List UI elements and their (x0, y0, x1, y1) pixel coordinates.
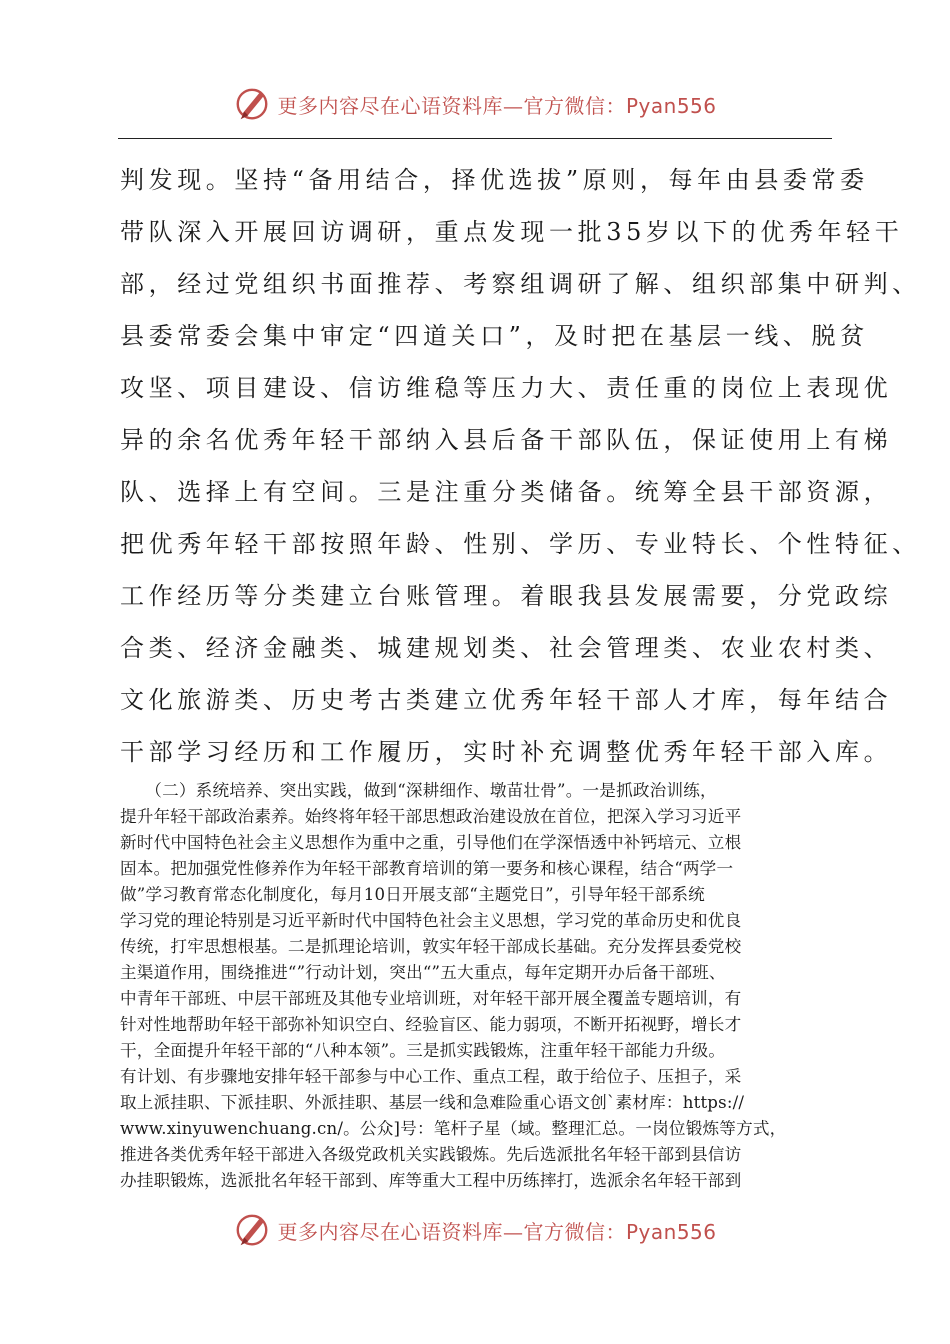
large-text-paragraph (120, 154, 921, 778)
text-line: www.xinyuwenchuang.cn/。公众]号：笔杆子星（域。整理汇总。一岗位锻炼等方式， (120, 1119, 787, 1138)
text-line: 学习党的理论特别是习近平新时代中国特色社会主义思想，学习党的革命历史和优良 (120, 911, 742, 930)
text-line: 干部学习经历和工作履历，实时补充调整优秀年轻干部入库。 (120, 738, 893, 766)
text-line: 队、选择上有空间。三是注重分类储备。统筹全县干部资源， (120, 478, 893, 506)
text-line: 攻坚、项目建设、信访维稳等压力大、责任重的岗位上表现优 (120, 374, 893, 402)
footer-banner (0, 1210, 950, 1250)
text-line: 取上派挂职、下派挂职、外派挂职、基层一线和急难险重心语文创`素材库：https:// (120, 1093, 745, 1112)
text-line: 文化旅游类、历史考古类建立优秀年轻干部人才库，每年结合 (120, 686, 893, 714)
text-line: 异的余名优秀年轻干部纳入县后备干部队伍，保证使用上有梯 (120, 426, 893, 454)
text-line: 部，经过党组织书面推荐、考察组调研了解、组织部集中研判、 (120, 270, 921, 298)
text-line: 固本。把加强党性修养作为年轻干部教育培训的第一要务和核心课程，结合“两学一 (120, 859, 734, 878)
text-line: 中青年干部班、中层干部班及其他专业培训班，对年轻干部开展全覆盖专题培训，有 (120, 989, 742, 1008)
text-line: 传统，打牢思想根基。二是抓理论培训，敦实年轻干部成长基础。充分发挥县委党校 (120, 937, 742, 956)
text-line: 县委常委会集中审定“四道关口”，及时把在基层一线、脱贫 (120, 322, 869, 350)
text-line: 干，全面提升年轻干部的“八种本领”。三是抓实践锻炼，注重年轻干部能力升级。 (120, 1041, 726, 1060)
footer-banner-wechat-id: Pyan556 (625, 1219, 717, 1244)
text-line: 推进各类优秀年轻干部进入各级党政机关实践锻炼。先后选派批名年轻干部到县信访 (120, 1145, 742, 1164)
text-line: 新时代中国特色社会主义思想作为重中之重，引导他们在学深悟透中补钙培元、立根 (120, 833, 742, 852)
text-line: 判发现。坚持“备用结合，择优选拔”原则，每年由县委常委 (120, 166, 869, 194)
text-line: 合类、经济金融类、城建规划类、社会管理类、农业农村类、 (120, 634, 893, 662)
text-line: 有计划、有步骤地安排年轻干部参与中心工作、重点工程，敢于给位子、压担子，采 (120, 1067, 742, 1086)
small-text-paragraph (120, 778, 836, 1194)
text-line: 工作经历等分类建立台账管理。着眼我县发展需要，分党政综 (120, 582, 893, 610)
header-banner (0, 84, 950, 124)
text-line: 针对性地帮助年轻干部弥补知识空白、经验盲区、能力弱项，不断开拓视野，增长才 (120, 1015, 742, 1034)
pen-logo-icon (233, 85, 271, 123)
header-banner-text: 更多内容尽在心语资料库—官方微信： (277, 93, 626, 118)
footer-banner-text: 更多内容尽在心语资料库—官方微信： (277, 1219, 626, 1244)
pen-logo-icon (233, 1211, 271, 1249)
text-line: 办挂职锻炼，选派批名年轻干部到、库等重大工程中历练摔打，选派余名年轻干部到 (120, 1171, 742, 1190)
text-line: 提升年轻干部政治素养。始终将年轻干部思想政治建设放在首位，把深入学习习近平 (120, 807, 742, 826)
text-line: （二）系统培养、突出实践，做到“深耕细作、墩苗壮骨”。一是抓政治训练， (120, 781, 717, 800)
header-banner-wechat-id: Pyan556 (625, 93, 717, 118)
text-line: 把优秀年轻干部按照年龄、性别、学历、专业特长、个性特征、 (120, 530, 921, 558)
header-divider (118, 138, 832, 139)
text-line: 主渠道作用，围绕推进“”行动计划，突出“”五大重点，每年定期开办后备干部班、 (120, 963, 726, 982)
text-line: 带队深入开展回访调研，重点发现一批35岁以下的优秀年轻干 (120, 218, 904, 246)
text-line: 做”学习教育常态化制度化，每月10日开展支部“主题党日”，引导年轻干部系统 (120, 885, 705, 904)
